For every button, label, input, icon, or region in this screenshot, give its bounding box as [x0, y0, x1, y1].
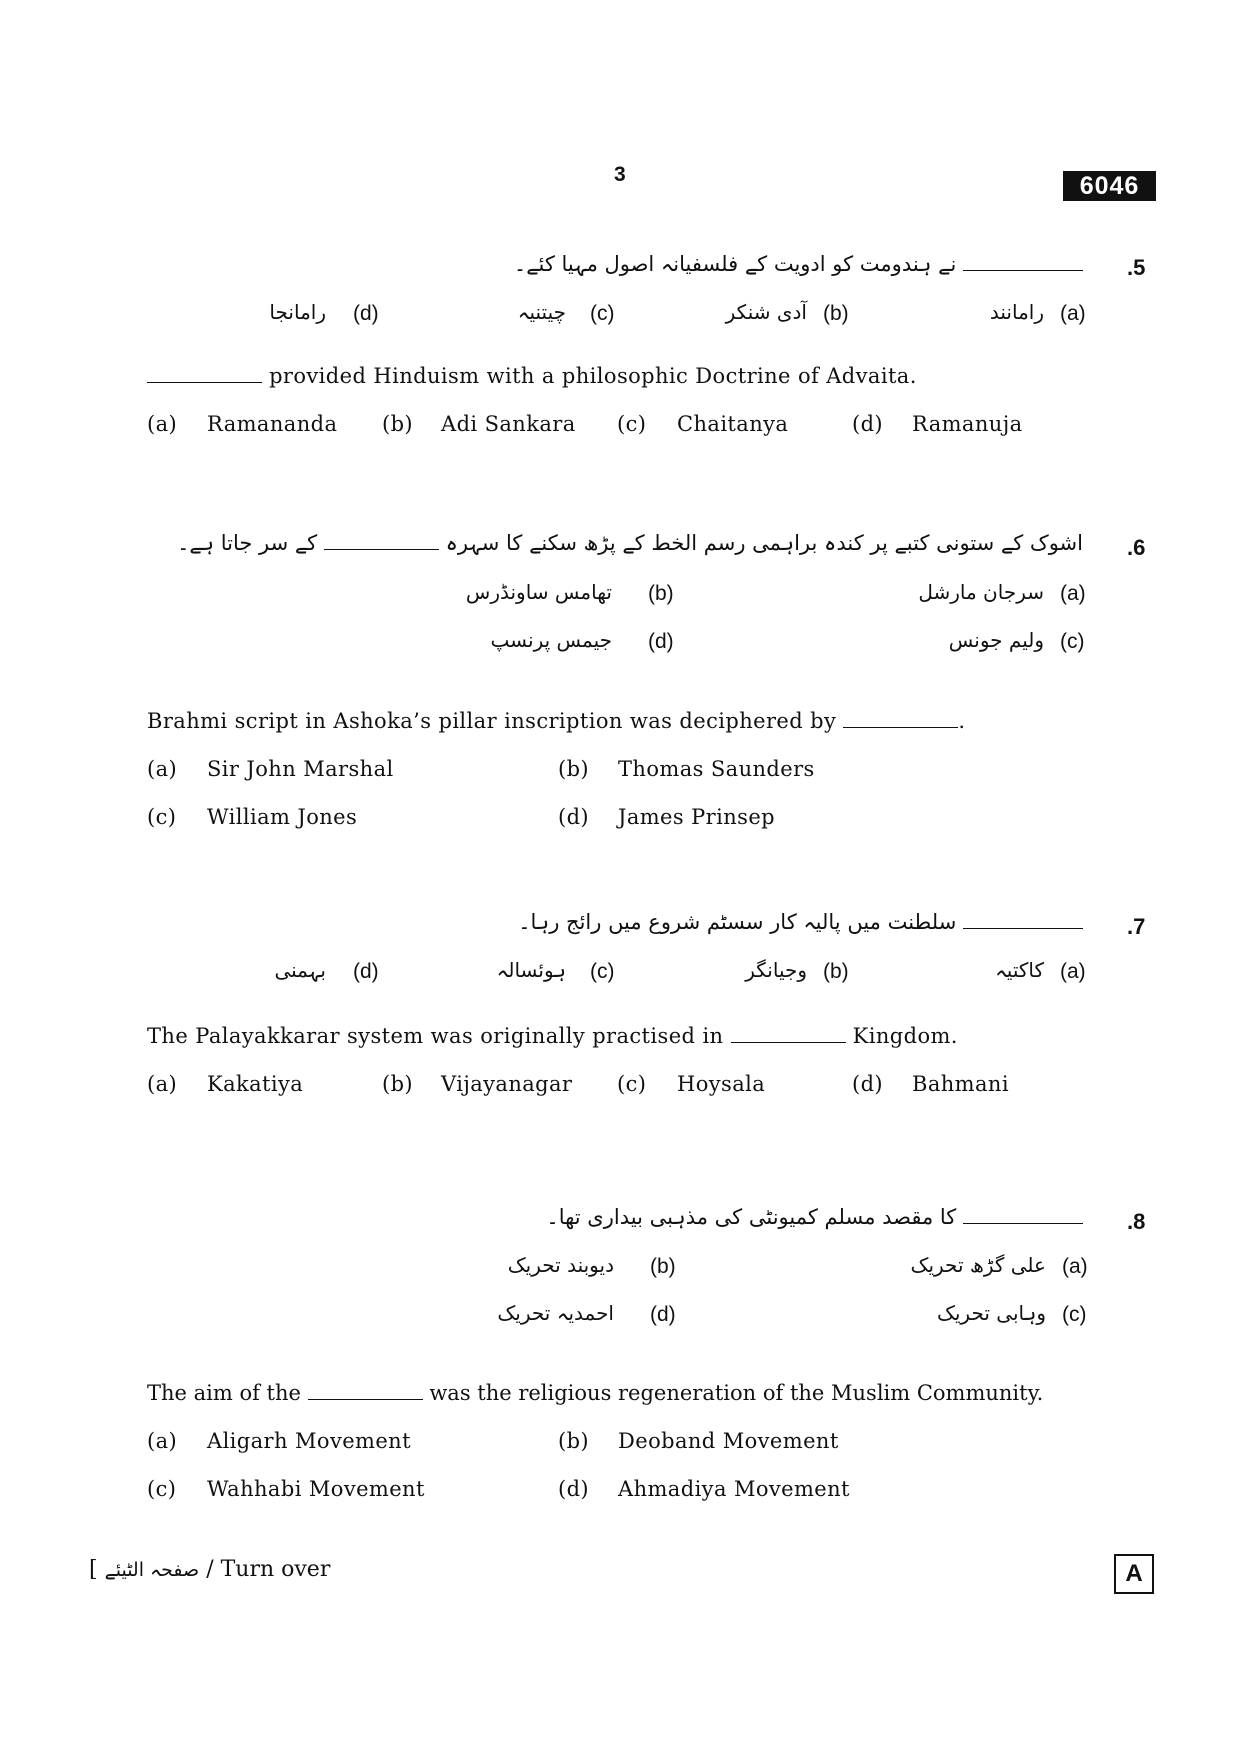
urdu-option-text: وہابی تحریک	[936, 1301, 1046, 1325]
english-option-label: (a)	[147, 1429, 178, 1453]
english-option-label: (a)	[147, 757, 178, 781]
answer-blank	[963, 1223, 1083, 1224]
english-option-text: Vijayanagar	[441, 1072, 573, 1096]
english-option-text: Bahmani	[912, 1072, 1009, 1096]
urdu-option-text: تھامس ساونڈرس	[465, 580, 612, 604]
english-option-text: Chaitanya	[677, 412, 789, 436]
english-option-label: (c)	[617, 1072, 647, 1096]
english-option-text: Ramananda	[207, 412, 338, 436]
english-question-stem	[147, 1024, 958, 1048]
urdu-option-text: سرجان مارشل	[918, 580, 1044, 604]
answer-blank	[308, 1398, 423, 1400]
english-option-label: (b)	[382, 1072, 414, 1096]
urdu-option-label: (a)	[1060, 582, 1086, 605]
urdu-stem-text: نے ہندومت کو ادویت کے فلسفیانہ اصول مہیا کئے۔	[513, 252, 957, 276]
urdu-option-text: بہمنی	[274, 958, 326, 982]
english-stem-text: The aim of the	[147, 1381, 301, 1405]
answer-blank	[147, 381, 262, 383]
urdu-stem-text: اشوک کے ستونی کتبے پر کندہ براہمی رسم الخط کے پڑھ سکنے کا سہرہ	[445, 531, 1083, 555]
english-option-text: James Prinsep	[618, 805, 775, 829]
turn-over-text: Turn over	[220, 1557, 331, 1582]
english-option-text: Kakatiya	[207, 1072, 304, 1096]
paper-code-badge: 6046	[1063, 171, 1156, 201]
urdu-option-label: (d)	[353, 302, 379, 325]
answer-blank	[963, 928, 1083, 929]
urdu-question-stem	[514, 252, 1083, 276]
english-option-label: (a)	[147, 1072, 178, 1096]
english-stem-text: The Palayakkarar system was originally practised in	[147, 1024, 724, 1048]
question-number: .6	[1127, 535, 1146, 560]
urdu-question-stem	[518, 910, 1083, 934]
urdu-stem-text: کا مقصد مسلم کمیونٹی کی مذہبی بیداری تھا۔	[546, 1205, 957, 1229]
urdu-option-text: چیتنیہ	[517, 300, 566, 324]
urdu-option-text: رامانند	[989, 300, 1044, 324]
urdu-option-label: (a)	[1062, 1255, 1088, 1278]
answer-blank	[963, 270, 1083, 271]
urdu-option-label: (c)	[590, 960, 615, 983]
urdu-option-label: (c)	[1062, 1303, 1087, 1326]
english-question-stem	[147, 1381, 1043, 1405]
urdu-option-label: (a)	[1060, 302, 1086, 325]
urdu-option-label: (d)	[648, 630, 674, 653]
urdu-option-label: (d)	[650, 1303, 676, 1326]
urdu-option-text: علی گڑھ تحریک	[910, 1253, 1046, 1277]
urdu-option-label: (d)	[353, 960, 379, 983]
urdu-option-label: (c)	[590, 302, 615, 325]
english-option-text: Ahmadiya Movement	[618, 1477, 850, 1501]
version-box: A	[1114, 1554, 1154, 1594]
separator: /	[206, 1557, 214, 1582]
urdu-option-text: ولیم جونس	[948, 628, 1044, 652]
english-option-text: Thomas Saunders	[618, 757, 815, 781]
urdu-option-text: کاکتیہ	[995, 958, 1044, 982]
urdu-option-text: وجیانگر	[745, 958, 807, 982]
english-option-text: William Jones	[207, 805, 358, 829]
english-question-stem	[147, 709, 965, 733]
urdu-option-text: دیوبند تحریک	[507, 1253, 614, 1277]
english-option-label: (d)	[852, 412, 884, 436]
urdu-option-text: احمدیہ تحریک	[497, 1301, 614, 1325]
answer-blank	[324, 549, 439, 550]
english-stem-text: provided Hinduism with a philosophic Doctrine of Advaita.	[269, 364, 917, 388]
english-option-label: (b)	[382, 412, 414, 436]
urdu-option-label: (c)	[1060, 630, 1085, 653]
english-option-label: (d)	[558, 805, 590, 829]
turn-over-note	[89, 1557, 330, 1582]
english-question-stem	[147, 364, 917, 388]
urdu-option-label: (a)	[1060, 960, 1086, 983]
english-option-text: Ramanuja	[912, 412, 1023, 436]
answer-blank	[731, 1041, 846, 1043]
question-number: .5	[1127, 255, 1146, 280]
english-option-label: (c)	[617, 412, 647, 436]
urdu-stem-text: سلطنت میں پالیہ کار سسٹم شروع میں رائج رہا۔	[518, 910, 957, 934]
urdu-option-label: (b)	[648, 582, 674, 605]
urdu-option-label: (b)	[823, 302, 849, 325]
english-option-label: (c)	[147, 805, 177, 829]
english-stem-text: Kingdom.	[852, 1024, 958, 1048]
urdu-option-text: رامانجا	[269, 300, 326, 324]
english-option-text: Deoband Movement	[618, 1429, 839, 1453]
urdu-stem-text: کے سر جاتا ہے۔	[177, 531, 318, 555]
urdu-option-text: آدی شنکر	[725, 300, 807, 324]
english-stem-text: Brahmi script in Ashoka’s pillar inscription was deciphered by	[147, 709, 837, 733]
urdu-option-text: جیمس پرنسپ	[490, 628, 612, 652]
question-number: .8	[1127, 1209, 1146, 1234]
urdu-question-stem	[177, 531, 1083, 555]
answer-blank	[843, 726, 958, 728]
urdu-option-text: ہوئسالہ	[496, 958, 566, 982]
urdu-option-label: (b)	[823, 960, 849, 983]
english-option-label: (d)	[852, 1072, 884, 1096]
english-option-label: (b)	[558, 1429, 590, 1453]
english-stem-text: was the religious regeneration of the Muslim Community.	[429, 1381, 1044, 1405]
english-option-text: Aligarh Movement	[207, 1429, 411, 1453]
page-number: 3	[614, 163, 626, 186]
english-option-text: Wahhabi Movement	[207, 1477, 425, 1501]
bracket: [	[89, 1557, 98, 1582]
english-option-label: (c)	[147, 1477, 177, 1501]
urdu-question-stem	[546, 1205, 1083, 1229]
question-number: .7	[1127, 914, 1146, 939]
english-option-text: Hoysala	[677, 1072, 766, 1096]
english-option-label: (b)	[558, 757, 590, 781]
english-option-text: Sir John Marshal	[207, 757, 394, 781]
english-stem-text: .	[958, 709, 966, 733]
urdu-option-label: (b)	[650, 1255, 676, 1278]
english-option-label: (a)	[147, 412, 178, 436]
urdu-turn-over: صفحہ الٹیئے	[104, 1559, 200, 1581]
english-option-label: (d)	[558, 1477, 590, 1501]
english-option-text: Adi Sankara	[441, 412, 576, 436]
